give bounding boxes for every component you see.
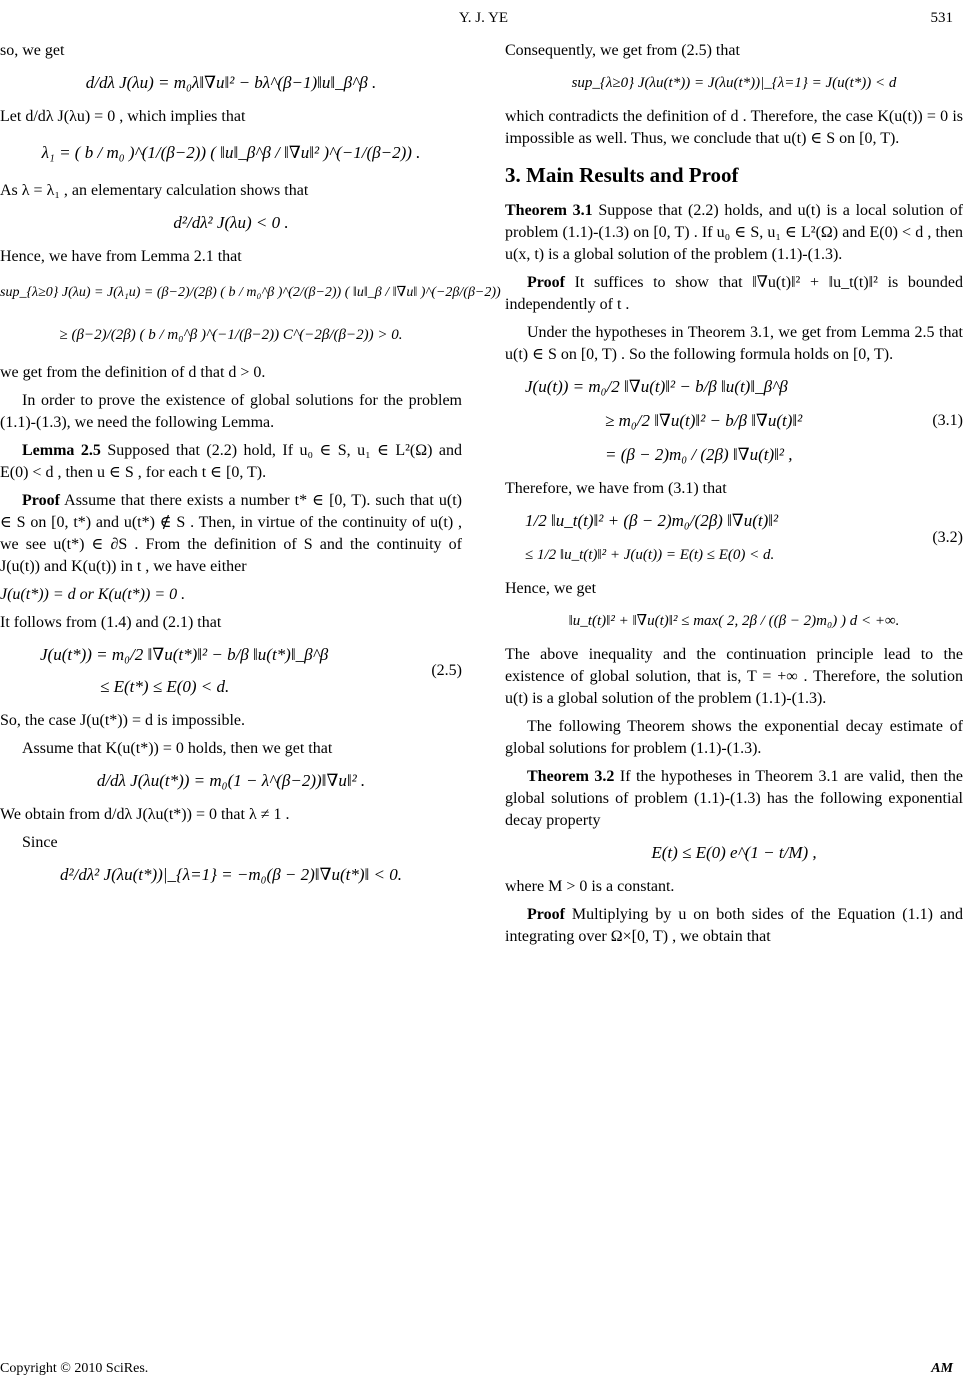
proof-title: Proof [527, 906, 565, 923]
paragraph: As λ = λ₁ , an elementary calculation shows that [0, 182, 309, 199]
left-column [0, 40, 501, 898]
proof [505, 904, 963, 948]
equation-number: (2.5) [431, 662, 462, 679]
equation-number: (3.1) [932, 412, 963, 429]
equation-number: (3.2) [932, 529, 963, 546]
theorem-title: Theorem 3.1 [505, 202, 593, 219]
equation-line: 1/2 ‖u_t(t)‖² + (β − 2)m₀/(2β) ‖∇u(t)‖² [525, 511, 779, 530]
equation: sup_{λ≥0} J(λu) = J(λ₁u) = (β−2)/(2β) ( b / m₀^β )^(2/(β−2)) ( ‖u‖_β / ‖∇u‖ )^(−2β/(β−2)) [0, 285, 501, 300]
right-column [505, 40, 963, 954]
equation: d/dλ J(λu) = m₀λ‖∇u‖² − bλ^(β−1)‖u‖_β^β . [85, 73, 377, 92]
equation: d²/dλ² J(λu(t*))|_{λ=1} = −m₀(β − 2)‖∇u(t*)‖ < 0. [60, 865, 402, 884]
paragraph: In order to prove the existence of global solutions for the problem (1.1)-(1.3), we need the following Lemma. [0, 392, 462, 431]
section-heading: 3. Main Results and Proof [505, 163, 739, 187]
equation-2-5 [0, 644, 462, 698]
equation: d/dλ J(λu(t*)) = m₀(1 − λ^(β−2))‖∇u‖² . [96, 771, 366, 790]
proof-text: Multiplying by u on both sides of the Equation (1.1) and integrating over Ω×[0, T) , we obtain that [505, 906, 964, 945]
equation-3-2 [505, 510, 963, 566]
paragraph: Therefore, we have from (3.1) that [505, 480, 727, 497]
paragraph: we get from the definition of d that d > 0. [0, 364, 266, 381]
equation: ≥ (β−2)/(2β) ( b / m₀^β )^(−1/(β−2)) C^(−2β/(β−2)) > 0. [59, 327, 403, 343]
equation-line: J(u(t)) = m₀/2 ‖∇u(t)‖² − b/β ‖u(t)‖_β^β [525, 377, 788, 396]
paragraph: Hence, we have from Lemma 2.1 that [0, 248, 242, 265]
equation-line: ≥ m₀/2 ‖∇u(t)‖² − b/β ‖∇u(t)‖² [605, 411, 803, 430]
theorem-text: Suppose that (2.2) holds, and u(t) is a local solution of problem (1.1)-(1.3) on [0, T) . If u₀ ∈ S, u₁ ∈ L²(Ω) and E(0) < d , then u(x, t) is a global solution of the problem (1.1)-(1.3). [505, 202, 964, 263]
proof [0, 490, 462, 578]
paragraph: Under the hypotheses in Theorem 3.1, we get from Lemma 2.5 that u(t) ∈ S on [0, T) . So the following formula holds on [0, T). [505, 324, 963, 363]
running-header [0, 10, 967, 34]
paragraph: J(u(t*)) = d or K(u(t*)) = 0 . [0, 586, 186, 603]
equation: sup_{λ≥0} J(λu(t*)) = J(λu(t*))|_{λ=1} = J(u(t*)) < d [571, 75, 897, 91]
theorem-text: If the hypotheses in Theorem 3.1 are valid, then the global solutions of problem (1.1)-(1.3) has the following exponential decay property [505, 768, 964, 829]
footer-journal: AM [931, 1361, 953, 1376]
equation-line: = (β − 2)m₀ / (2β) ‖∇u(t)‖² , [605, 445, 793, 464]
header-author: Y. J. YE [458, 10, 509, 26]
proof-text: Assume that there exists a number t* ∈ [0, T). such that u(t) ∈ S on [0, t*) and u(t*) ∉ S . Then, in virtue of the continuity of u(t) , we see u(t*) ∈ ∂S . From the definition of S and the continuity of J(u(t)) and K(u(t)) in t , we have either [0, 492, 463, 575]
equation-line: J(u(t*)) = m₀/2 ‖∇u(t*)‖² − b/β ‖u(t*)‖_β^β [40, 645, 329, 664]
paragraph: Since [22, 834, 58, 851]
equation: ‖u_t(t)‖² + ‖∇u(t)‖² ≤ max( 2, 2β / ((β − 2)m₀) ) d < +∞. [568, 613, 900, 629]
theorem-title: Theorem 3.2 [527, 768, 615, 785]
lemma-title: Lemma 2.5 [22, 442, 101, 459]
proof-title: Proof [22, 492, 60, 509]
paragraph: Assume that K(u(t*)) = 0 holds, then we get that [22, 740, 333, 757]
proof-text: It suffices to show that ‖∇u(t)‖² + ‖u_t(t)‖² is bounded independently of t . [505, 274, 964, 313]
equation-3-1 [505, 376, 963, 466]
equation: λ₁ = ( b / m₀ )^(1/(β−2)) ( ‖u‖_β^β / ‖∇u‖² )^(−1/(β−2)) . [41, 143, 421, 162]
header-page-number: 531 [930, 10, 953, 26]
paragraph: It follows from (1.4) and (2.1) that [0, 614, 222, 631]
paragraph: so, we get [0, 42, 65, 59]
theorem [505, 200, 963, 266]
paragraph: Consequently, we get from (2.5) that [505, 42, 740, 59]
proof [505, 272, 963, 316]
paragraph: We obtain from d/dλ J(λu(t*)) = 0 that λ ≠ 1 . [0, 806, 290, 823]
paragraph: which contradicts the definition of d . Therefore, the case K(u(t)) = 0 is impossible as well. Thus, we conclude that u(t) ∈ S on [0, T). [505, 108, 963, 147]
footer-copyright: Copyright © 2010 SciRes. [0, 1361, 149, 1376]
proof-title: Proof [527, 274, 565, 291]
equation-line: ≤ 1/2 ‖u_t(t)‖² + J(u(t)) = E(t) ≤ E(0) < d. [525, 547, 775, 563]
equation-line: ≤ E(t*) ≤ E(0) < d. [100, 677, 230, 696]
paragraph: The following Theorem shows the exponential decay estimate of global solutions for problem (1.1)-(1.3). [505, 718, 963, 757]
equation: d²/dλ² J(λu) < 0 . [173, 213, 289, 232]
paragraph: Let d/dλ J(λu) = 0 , which implies that [0, 108, 246, 125]
theorem [505, 766, 963, 832]
lemma [0, 440, 462, 484]
paragraph: The above inequality and the continuation principle lead to the existence of global solution, that is, T = +∞ . Therefore, the solution u(t) is a global solution of the problem (1.1)-(1.3). [505, 646, 963, 707]
paragraph: So, the case J(u(t*)) = d is impossible. [0, 712, 245, 729]
paragraph: Hence, we get [505, 580, 597, 597]
lemma-text: Supposed that (2.2) hold, If u₀ ∈ S, u₁ ∈ L²(Ω) and E(0) < d , then u ∈ S , for each t ∈ [0, T). [0, 442, 463, 481]
paragraph: where M > 0 is a constant. [505, 878, 675, 895]
equation: E(t) ≤ E(0) e^(1 − t/M) , [651, 843, 817, 862]
